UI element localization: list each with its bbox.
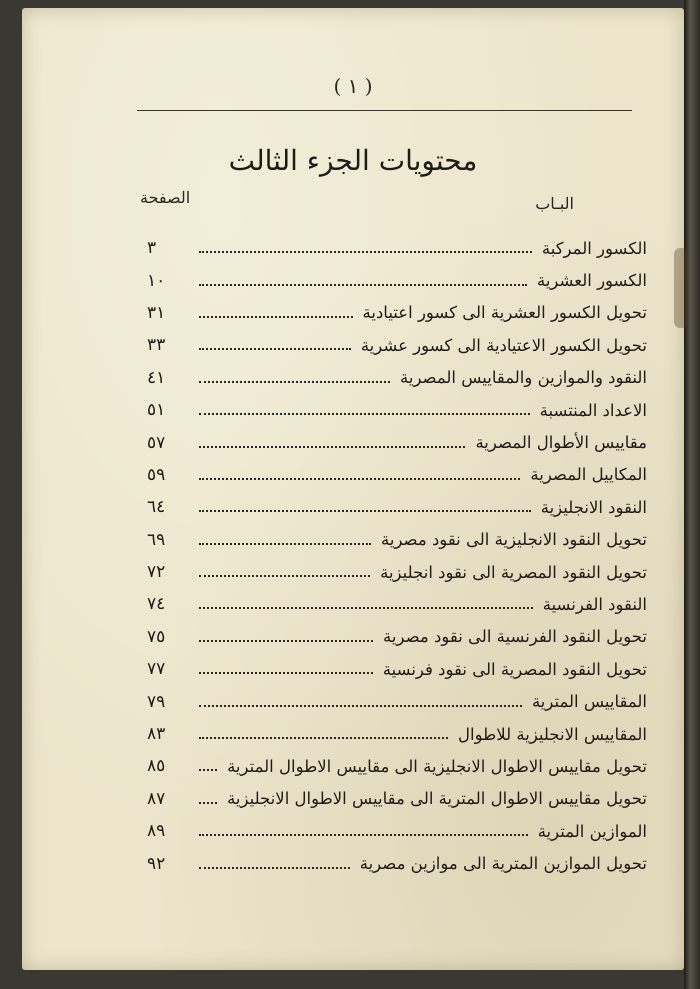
toc-entry-title: النقود والموازين والمقاييس المصرية xyxy=(400,368,647,388)
toc-leader-dots xyxy=(199,575,370,577)
toc-leader-dots xyxy=(199,251,532,253)
toc-entry-title: تحويل مقاييس الاطوال الانجليزية الى مقاييس الاطوال المترية xyxy=(227,756,647,776)
toc-entry xyxy=(147,524,647,556)
toc-entry-page: ٨٩ xyxy=(147,821,166,842)
toc-entry-title: تحويل النقود الفرنسية الى نقود مصرية xyxy=(383,627,647,647)
chapter-column-header: البـاب xyxy=(535,194,574,213)
toc-entry-page: ٧٢ xyxy=(147,562,166,583)
toc-entry-title: الكسور المركبة xyxy=(541,238,647,258)
toc-entry xyxy=(147,815,647,847)
toc-entry-title: المقاييس المترية xyxy=(531,692,647,712)
toc-entry-title: الكسور العشرية xyxy=(536,271,647,291)
toc-leader-dots xyxy=(199,543,371,545)
toc-leader-dots xyxy=(199,413,530,415)
toc-entry xyxy=(147,685,647,717)
toc-entry-page: ٧٥ xyxy=(147,626,166,647)
page-number: ( ١ ) xyxy=(333,74,373,98)
page-stain xyxy=(674,248,688,328)
toc-entry-title: المقاييس الانجليزية للاطوال xyxy=(458,724,647,744)
toc-leader-dots xyxy=(199,381,390,383)
toc-entry-page: ٣١ xyxy=(147,302,166,323)
toc-leader-dots xyxy=(199,316,353,318)
toc-leader-dots xyxy=(199,672,373,674)
toc-leader-dots xyxy=(199,446,465,448)
toc-entry-title: الموازين المترية xyxy=(537,821,647,841)
toc-entry-page: ٩٢ xyxy=(147,853,166,874)
toc-entry xyxy=(147,718,647,750)
page-title: محتويات الجزء الثالث xyxy=(228,144,478,177)
toc-entry-title: الاعداد المنتسبة xyxy=(539,400,647,420)
toc-entry xyxy=(147,232,647,264)
toc-entry xyxy=(147,750,647,782)
toc-leader-dots xyxy=(199,867,350,869)
toc-entry-page: ٨٧ xyxy=(147,788,166,809)
toc-entry xyxy=(147,426,647,458)
toc-entry-page: ٥١ xyxy=(147,400,166,421)
toc-entry-title: تحويل النقود المصرية الى نقود فرنسية xyxy=(382,659,647,679)
toc-entry-title: النقود الانجليزية xyxy=(540,497,647,517)
toc-entry-page: ٣ xyxy=(147,238,157,259)
toc-entry-page: ٦٩ xyxy=(147,529,166,550)
book-page xyxy=(22,8,684,970)
toc-entry-page: ٨٣ xyxy=(147,724,166,745)
toc-entry-page: ٤١ xyxy=(147,367,166,388)
toc-entry-page: ٧٤ xyxy=(147,594,166,615)
toc-entry-title: تحويل الكسور العشرية الى كسور اعتيادية xyxy=(362,303,647,323)
toc-entry xyxy=(147,394,647,426)
toc-entry xyxy=(147,329,647,361)
toc-entry-page: ٦٤ xyxy=(147,497,166,518)
toc-entry xyxy=(147,783,647,815)
toc-entry xyxy=(147,556,647,588)
toc-leader-dots xyxy=(199,510,531,512)
toc-leader-dots xyxy=(199,705,522,707)
toc-leader-dots xyxy=(199,834,528,836)
page-column-header: الصفحة xyxy=(140,188,191,207)
toc-entry xyxy=(147,264,647,296)
toc-entry xyxy=(147,621,647,653)
toc-entry xyxy=(147,362,647,394)
toc-entry-page: ٥٧ xyxy=(147,432,166,453)
toc-entry-title: تحويل النقود الانجليزية الى نقود مصرية xyxy=(381,530,647,550)
toc-entry-title: النقود الفرنسية xyxy=(542,594,647,614)
header-rule xyxy=(137,110,632,111)
toc-entry-page: ٣٣ xyxy=(147,335,166,356)
toc-entry-title: تحويل النقود المصرية الى نقود انجليزية xyxy=(380,562,647,582)
table-of-contents xyxy=(147,232,647,880)
toc-entry-page: ٧٩ xyxy=(147,691,166,712)
toc-entry xyxy=(147,491,647,523)
book-spine xyxy=(684,0,700,989)
toc-entry xyxy=(147,847,647,879)
toc-entry-page: ٨٥ xyxy=(147,756,166,777)
toc-entry xyxy=(147,459,647,491)
toc-entry-title: تحويل مقاييس الاطوال المترية الى مقاييس الاطوال الانجليزية xyxy=(227,789,647,809)
toc-leader-dots xyxy=(199,640,373,642)
toc-entry xyxy=(147,653,647,685)
toc-entry-title: تحويل الكسور الاعتيادية الى كسور عشرية xyxy=(360,335,647,355)
toc-entry xyxy=(147,588,647,620)
toc-entry-page: ١٠ xyxy=(147,270,166,291)
toc-entry-title: تحويل الموازين المترية الى موازين مصرية xyxy=(359,854,647,874)
toc-entry xyxy=(147,297,647,329)
toc-entry-title: المكاييل المصرية xyxy=(530,465,647,485)
toc-leader-dots xyxy=(199,348,351,350)
toc-entry-page: ٥٩ xyxy=(147,464,166,485)
toc-leader-dots xyxy=(199,607,533,609)
toc-entry-page: ٧٧ xyxy=(147,659,166,680)
toc-leader-dots xyxy=(199,284,527,286)
toc-leader-dots xyxy=(199,478,520,480)
toc-entry-title: مقاييس الأطوال المصرية xyxy=(475,433,647,453)
toc-leader-dots xyxy=(199,802,217,804)
toc-leader-dots xyxy=(199,769,217,771)
toc-leader-dots xyxy=(199,737,448,739)
